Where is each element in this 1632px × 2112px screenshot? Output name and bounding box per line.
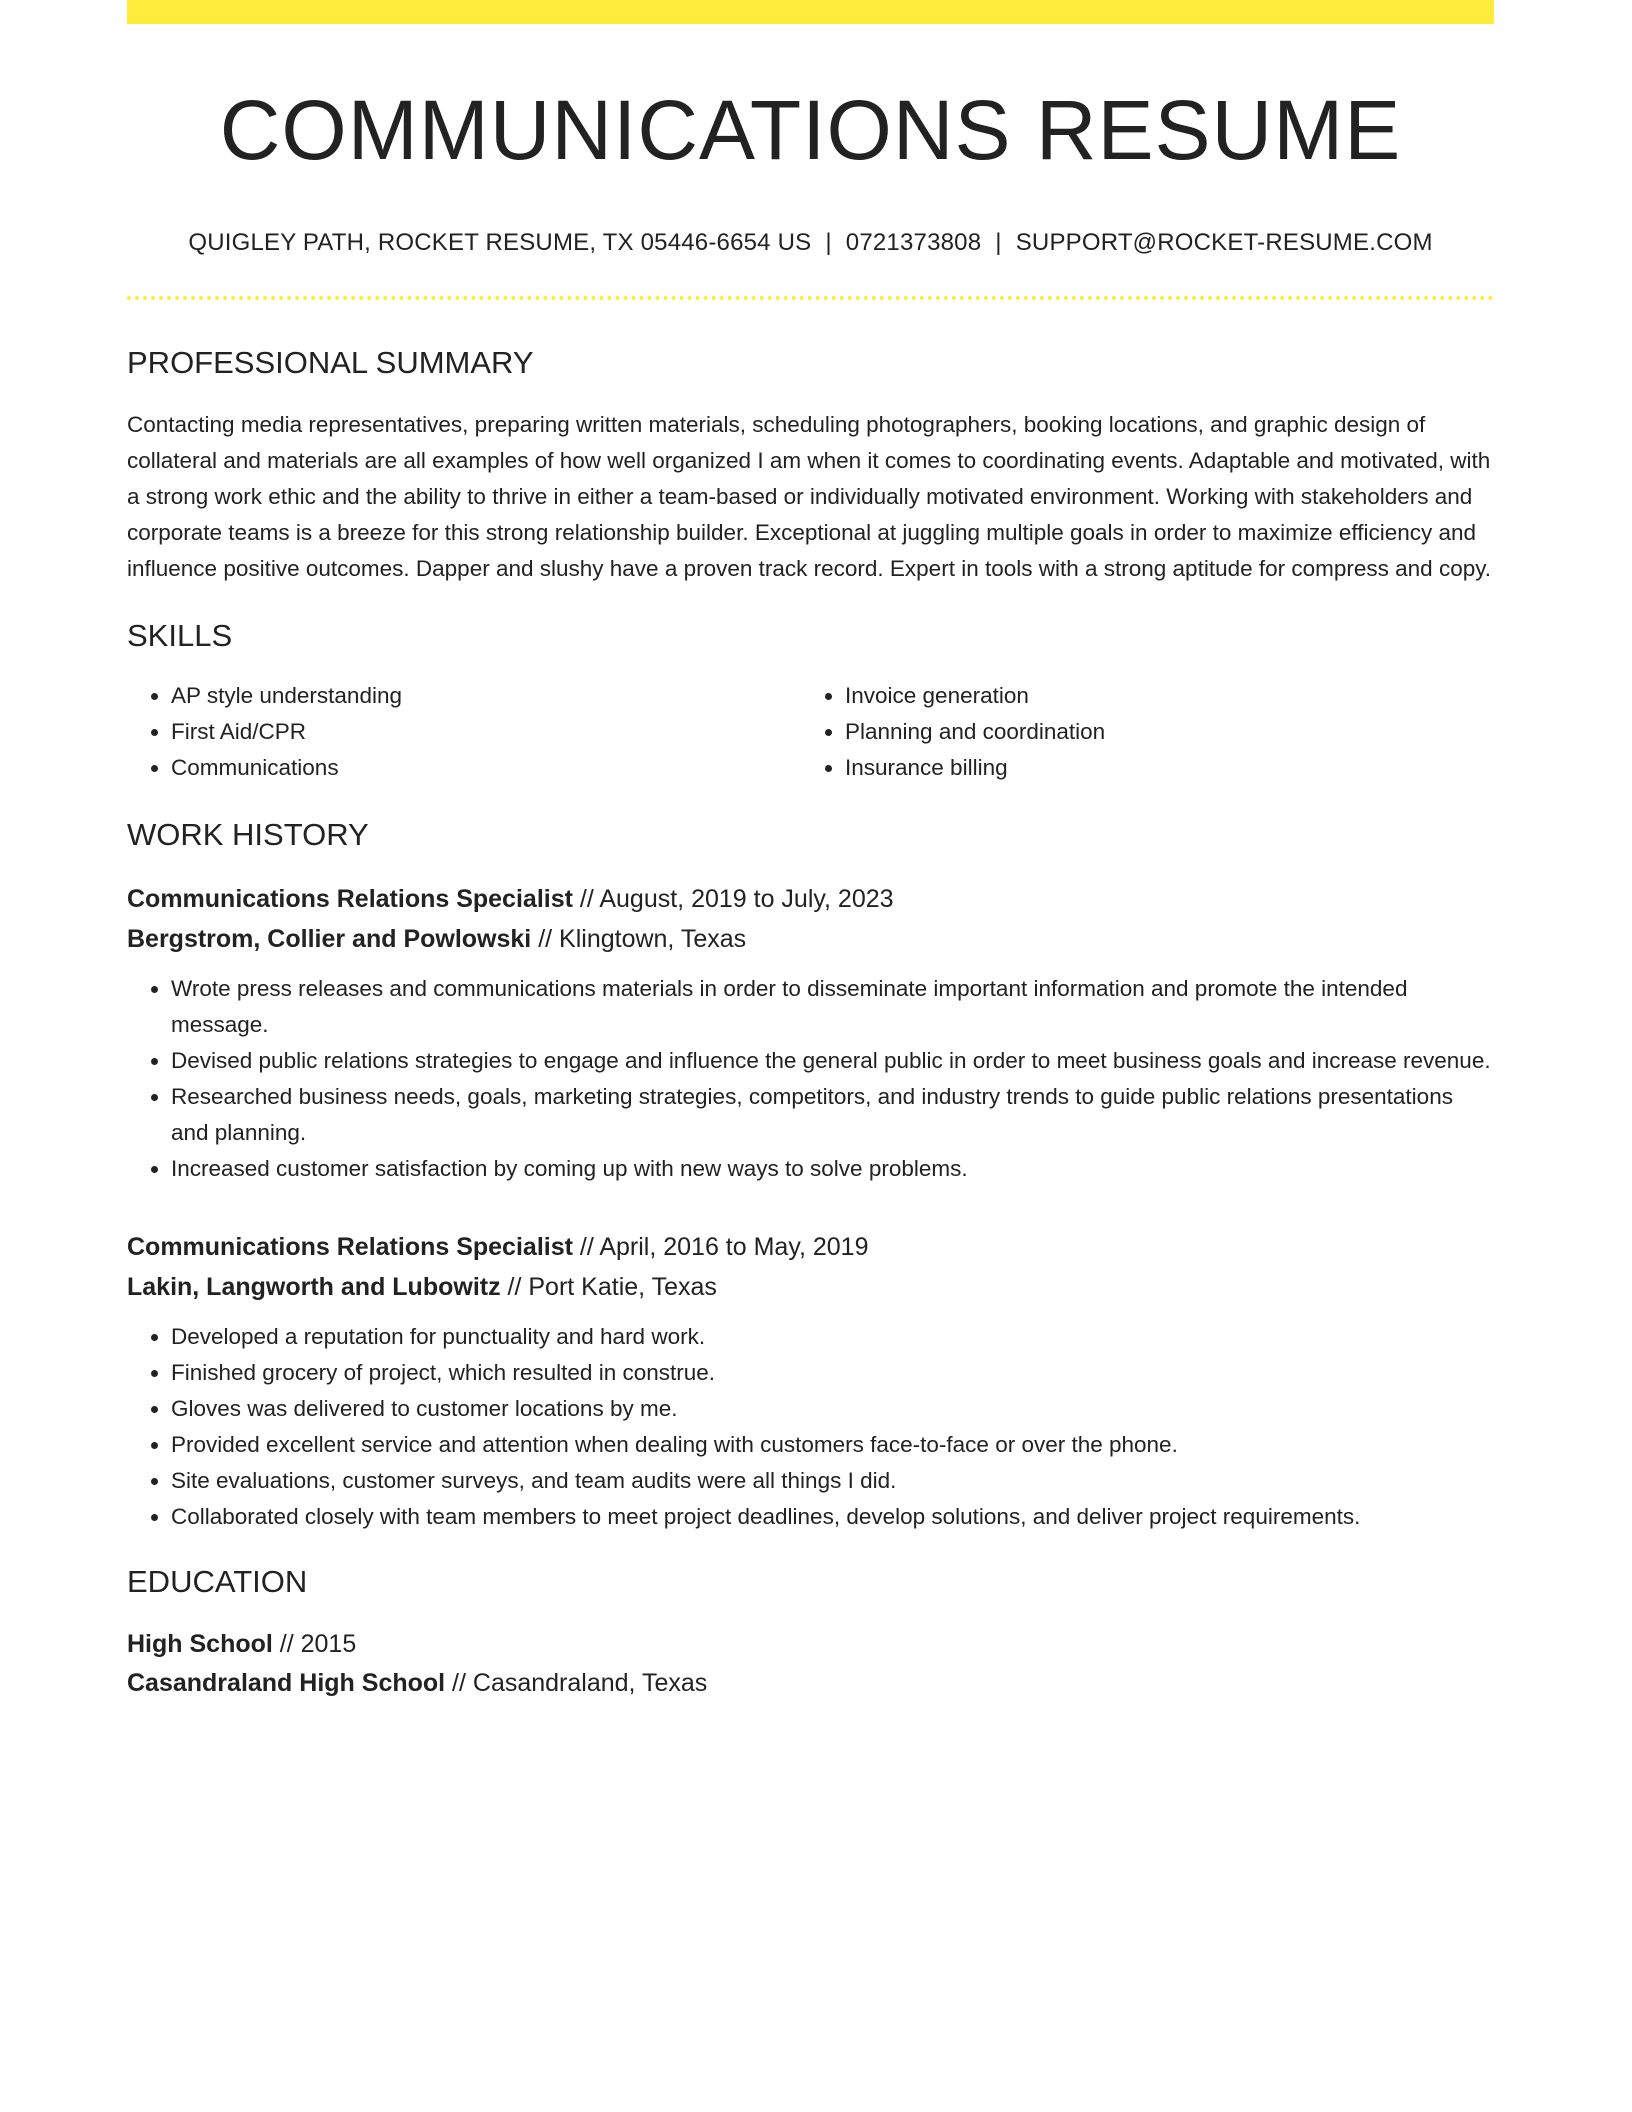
education-school: Casandraland High School [127,1668,446,1697]
contact-phone: 0721373808 [845,228,982,256]
job-bullet: • Wrote press releases and communications materials in order to disseminate important information and promote the intended message. [171,971,1494,1043]
skills-column-left [127,678,801,786]
job-dates: // August, 2019 to July, 2023 [572,885,894,914]
contact-line [127,227,1494,258]
work-history-heading: WORK HISTORY [127,817,369,853]
job-role-line [127,1227,1494,1267]
job-role-line [127,879,1494,919]
skills-column-right [801,678,1475,786]
job-bullet: • Researched business needs, goals, marketing strategies, competitors, and industry trends to guide public relations presentations and planning. [171,1079,1494,1151]
education-degree: High School [127,1629,273,1658]
contact-separator: | [995,228,1002,256]
education-year: // 2015 [272,1629,357,1658]
contact-address: QUIGLEY PATH, ROCKET RESUME, TX 05446-6654 US [188,228,812,256]
summary-text: Contacting media representatives, preparing written materials, scheduling photographers, booking locations, and graphic design of collateral and materials are all examples of how well organized I am when it comes to coordinating events. Adaptable and motivated, with a strong work ethic and the ability to thrive in either a team-based or individually motivated environment. Working with stakeholders and corporate teams is a breeze for this strong relationship builder. Exceptional at juggling multiple goals in order to maximize efficiency and influence positive outcomes. Dapper and slushy have a proven track record. Expert in tools with a strong aptitude for compress and copy. [127,411,1492,581]
header-divider [127,296,1494,300]
job-bullet: • Gloves was delivered to customer locations by me. [171,1391,1494,1427]
summary-heading: PROFESSIONAL SUMMARY [127,344,534,380]
resume-name: COMMUNICATIONS RESUME [219,83,1402,177]
skill-item: • Planning and coordination [845,714,1475,750]
contact-separator: | [825,228,832,256]
job-entry [127,879,1494,1187]
top-accent-bar [127,0,1494,24]
job-entry [127,1227,1494,1535]
skill-item: • Invoice generation [845,678,1475,714]
job-role: Communications Relations Specialist [127,1233,573,1262]
job-company: Bergstrom, Collier and Powlowski [127,925,532,954]
job-role: Communications Relations Specialist [127,885,573,914]
job-bullet: • Collaborated closely with team members to meet project deadlines, develop solutions, and deliver project requirements. [171,1499,1494,1535]
job-bullets [127,1319,1494,1535]
education-school-line [127,1664,1494,1703]
job-company: Lakin, Langworth and Lubowitz [127,1273,501,1302]
resume-page [127,0,1494,1703]
job-dates: // April, 2016 to May, 2019 [572,1233,869,1262]
job-company-line [127,1267,1494,1307]
education-degree-line [127,1625,1494,1664]
job-bullet: • Developed a reputation for punctuality and hard work. [171,1319,1494,1355]
skill-item: • Communications [171,750,801,786]
education-heading: EDUCATION [127,1564,308,1600]
education-location: // Casandraland, Texas [445,1668,708,1697]
job-location: // Klingtown, Texas [531,925,747,954]
skill-item: • First Aid/CPR [171,714,801,750]
skill-item: • Insurance billing [845,750,1475,786]
skill-item: • AP style understanding [171,678,801,714]
education-entry [127,1625,1494,1703]
job-company-line [127,919,1494,959]
job-bullet: • Increased customer satisfaction by coming up with new ways to solve problems. [171,1151,1494,1187]
job-bullet: • Finished grocery of project, which resulted in construe. [171,1355,1494,1391]
job-bullets [127,971,1494,1187]
job-location: // Port Katie, Texas [500,1273,717,1302]
skills-list [127,678,1494,786]
job-bullet: • Site evaluations, customer surveys, and team audits were all things I did. [171,1463,1494,1499]
skills-heading: SKILLS [127,617,233,653]
contact-email[interactable]: SUPPORT@ROCKET-RESUME.COM [1015,228,1433,256]
job-bullet: • Devised public relations strategies to engage and influence the general public in order to meet business goals and increase revenue. [171,1043,1494,1079]
job-bullet: • Provided excellent service and attention when dealing with customers face-to-face or over the phone. [171,1427,1494,1463]
